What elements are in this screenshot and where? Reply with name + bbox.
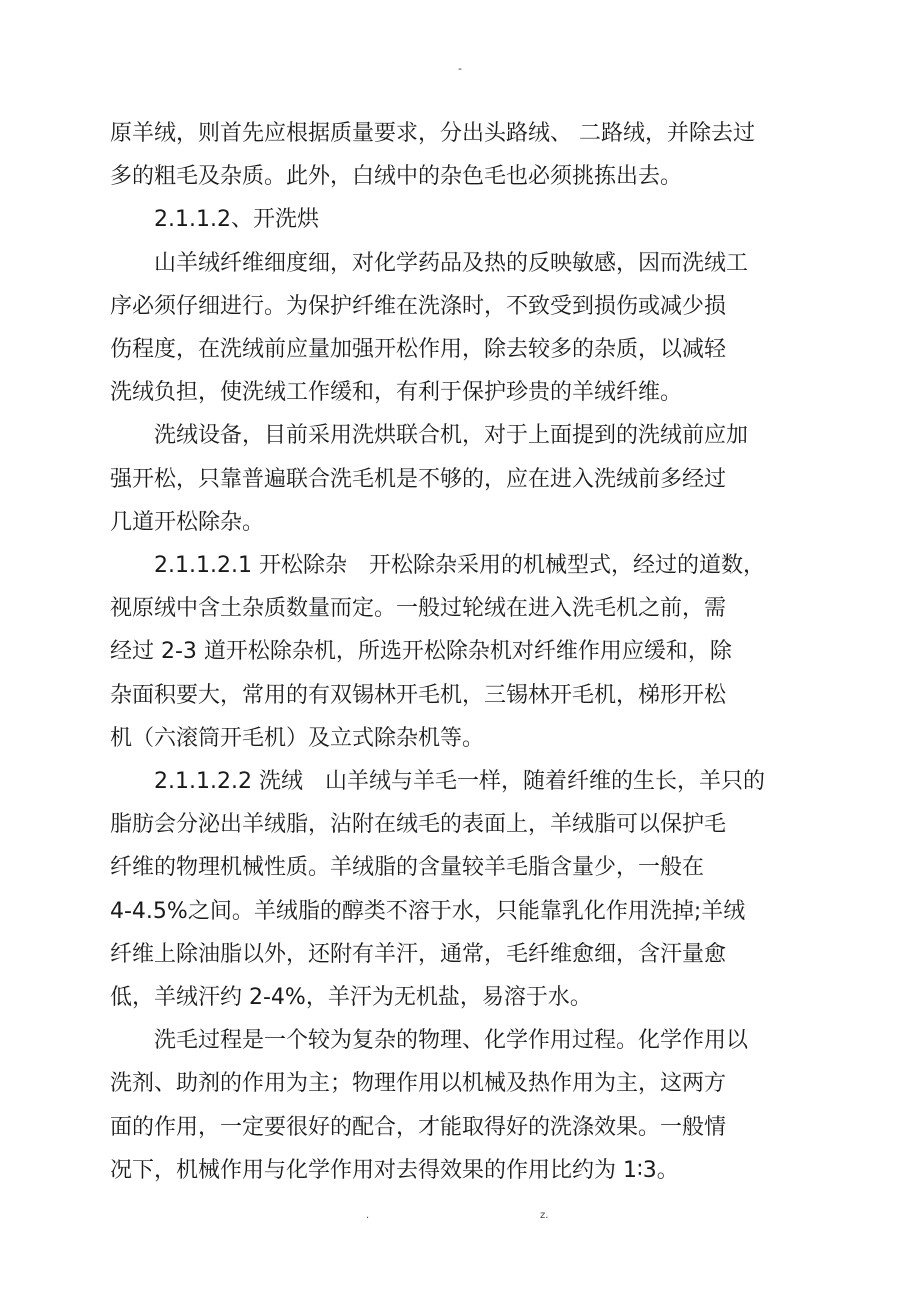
text-line: 山羊绒纤维细度细，对化学药品及热的反映敏感，因而洗绒工 xyxy=(154,250,749,276)
text-line: 面的作用，一定要很好的配合，才能取得好的洗涤效果。一般情 xyxy=(110,1114,727,1140)
paragraph-4 xyxy=(110,544,822,760)
text-line: 2.1.1.2.2 洗绒 山羊绒与羊毛一样，随着纤维的生长，羊只的 xyxy=(154,769,765,795)
text-line: 原羊绒，则首先应根据质量要求，分出头路绒、 二路绒，并除去过 xyxy=(110,121,755,146)
text-line: 机（六滚筒开毛机）及立式除杂机等。 xyxy=(110,725,485,751)
section-heading-2112 xyxy=(110,198,822,241)
paragraph-6 xyxy=(110,1019,822,1192)
heading-text: 2.1.1.2、开洗烘 xyxy=(154,207,319,233)
paragraph-2 xyxy=(110,242,822,415)
paragraph-3 xyxy=(110,414,822,544)
text-line: 经过 2-3 道开松除杂机，所选开松除杂机对纤维作用应缓和，除 xyxy=(110,639,732,665)
paragraph-5 xyxy=(110,760,822,1019)
text-line: 强开松，只靠普遍联合洗毛机是不够的，应在进入洗绒前多经过 xyxy=(110,466,727,492)
text-line: 视原绒中含土杂质数量而定。一般过轮绒在进入洗毛机之前，需 xyxy=(110,596,727,622)
text-line: 几道开松除杂。 xyxy=(110,509,265,535)
text-line: 杂面积要大，常用的有双锡林开毛机，三锡林开毛机，梯形开松 xyxy=(110,682,727,708)
document-body xyxy=(110,112,822,1192)
text-line: 纤维上除油脂以外，还附有羊汗，通常，毛纤维愈细，含汗量愈 xyxy=(110,941,727,967)
text-line: 低，羊绒汗约 2-4%，羊汗为无机盐，易溶于水。 xyxy=(110,985,592,1011)
footer-left-mark: . xyxy=(366,1210,370,1221)
text-line: 2.1.1.2.1 开松除杂 开松除杂采用的机械型式，经过的道数， xyxy=(154,553,765,579)
text-line: 序必须仔细进行。为保护纤维在洗涤时，不致受到损伤或减少损 xyxy=(110,293,727,319)
text-line: 洗绒负担，使洗绒工作缓和，有利于保护珍贵的羊绒纤维。 xyxy=(110,380,683,406)
text-line: 纤维的物理机械性质。羊绒脂的含量较羊毛脂含量少，一般在 xyxy=(110,855,705,881)
text-line: 多的粗毛及杂质。此外，白绒中的杂色毛也必须挑拣出去。 xyxy=(110,164,683,190)
text-line: 脂肪会分泌出羊绒脂，沾附在绒毛的表面上，羊绒脂可以保护毛 xyxy=(110,812,727,838)
footer-right-mark: z. xyxy=(540,1210,549,1221)
text-line: 伤程度，在洗绒前应量加强开松作用，除去较多的杂质，以减轻 xyxy=(110,337,727,363)
text-line: 洗绒设备，目前采用洗烘联合机，对于上面提到的洗绒前应加 xyxy=(154,423,749,449)
paragraph-1 xyxy=(110,112,822,198)
text-line: 4-4.5%之间。羊绒脂的醇类不溶于水，只能靠乳化作用洗掉;羊绒 xyxy=(110,898,746,924)
text-line: 洗剂、助剂的作用为主；物理作用以机械及热作用为主，这两方 xyxy=(110,1071,727,1097)
header-mark: - xyxy=(458,62,462,75)
text-line: 况下，机械作用与化学作用对去得效果的作用比约为 1∶3。 xyxy=(110,1157,679,1183)
text-line: 洗毛过程是一个较为复杂的物理、化学作用过程。化学作用以 xyxy=(154,1028,749,1054)
